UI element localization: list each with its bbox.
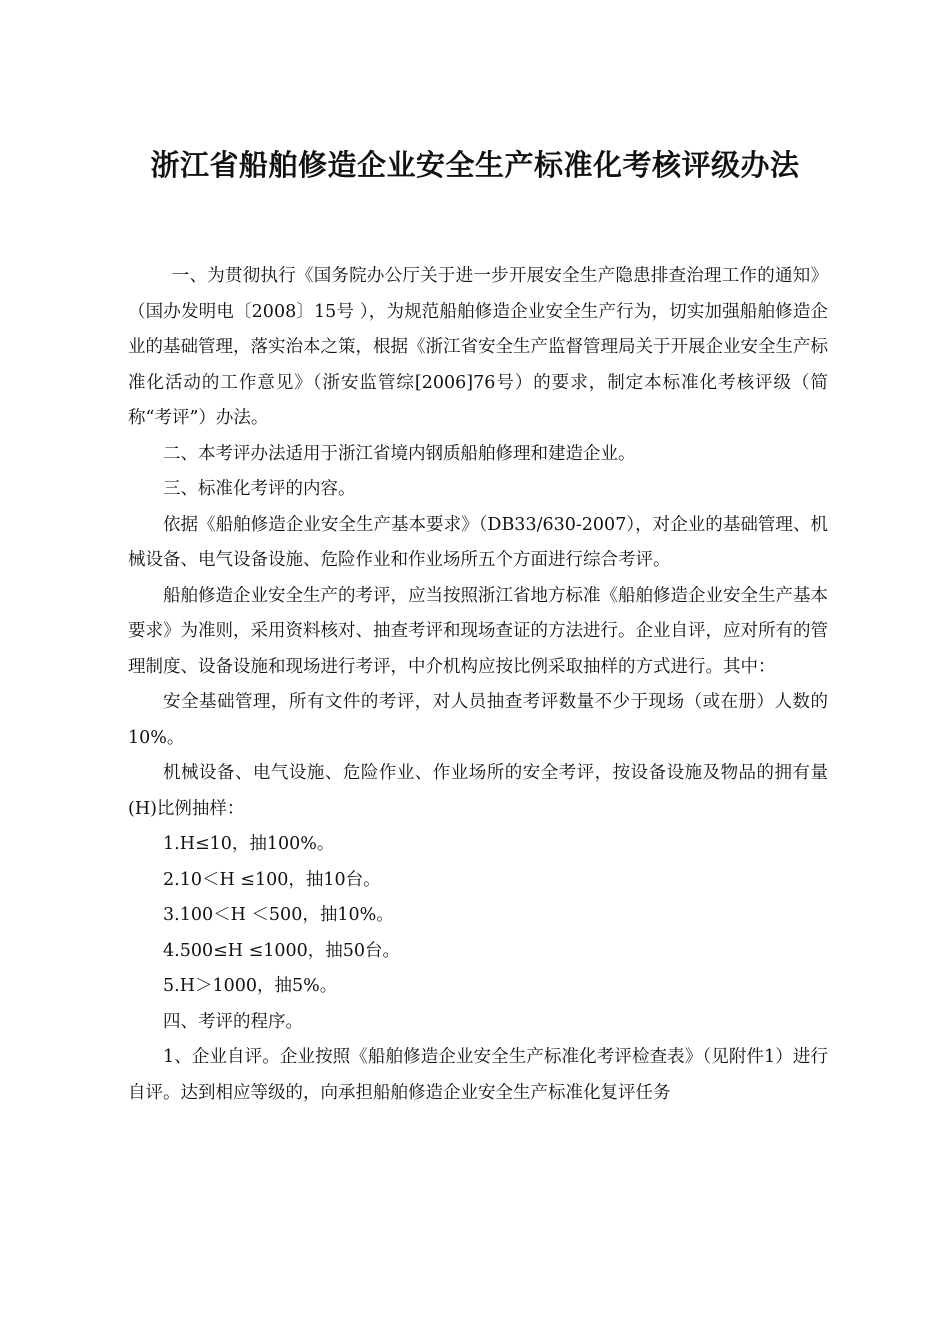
sampling-rule-2: 2.10＜H ≤100，抽10台。 <box>163 869 381 890</box>
paragraph-purpose: 一、为贯彻执行《国务院办公厅关于进一步开展安全生产隐患排查治理工作的通知》（国办发明电〔2008〕15号 ），为规范船舶修造企业安全生产行为，切实加强船舶修造企业的基础管理，落实治本之策，根据《浙江省安全生产监督管理局关于开展企业安全生产标准化活动的工作意见》（浙安监管综[2006]76号）的要求，制定本标准化考核评级（简称“考评”）办法。 <box>128 266 828 428</box>
paragraph-method: 船舶修造企业安全生产的考评，应当按照浙江省地方标准《船舶修造企业安全生产基本要求》为准则，采用资料核对、抽查考评和现场查证的方法进行。企业自评，应对所有的管理制度、设备设施和现场进行考评，中介机构应按比例采取抽样的方式进行。其中： <box>128 585 828 677</box>
paragraph-content-heading: 三、标准化考评的内容。 <box>163 479 356 499</box>
paragraph-self-assessment: 1、企业自评。企业按照《船舶修造企业安全生产标准化考评检查表》（见附件1）进行自评。达到相应等级的，向承担船舶修造企业安全生产标准化复评任务 <box>128 1047 828 1103</box>
paragraph-management-sampling: 安全基础管理，所有文件的考评，对人员抽查考评数量不少于现场（或在册）人数的10%。 <box>128 692 828 748</box>
document-body <box>128 259 828 1111</box>
paragraph-scope: 二、本考评办法适用于浙江省境内钢质船舶修理和建造企业。 <box>163 443 636 464</box>
paragraph-basis: 依据《船舶修造企业安全生产基本要求》（DB33/630-2007），对企业的基础管理、机械设备、电气设备设施、危险作业和作业场所五个方面进行综合考评。 <box>128 514 828 570</box>
paragraph-equipment-sampling: 机械设备、电气设施、危险作业、作业场所的安全考评，按设备设施及物品的拥有量(H)比例抽样： <box>128 763 828 819</box>
document-title: 浙江省船舶修造企业安全生产标准化考核评级办法 <box>150 148 800 182</box>
sampling-rule-5: 5.H＞1000，抽5%。 <box>163 976 338 996</box>
sampling-rule-4: 4.500≤H ≤1000，抽50台。 <box>163 940 401 961</box>
sampling-rule-3: 3.100＜H ＜500，抽10%。 <box>163 905 394 925</box>
sampling-rule-1: 1.H≤10，抽100%。 <box>163 834 335 854</box>
paragraph-procedure-heading: 四、考评的程序。 <box>163 1011 303 1032</box>
